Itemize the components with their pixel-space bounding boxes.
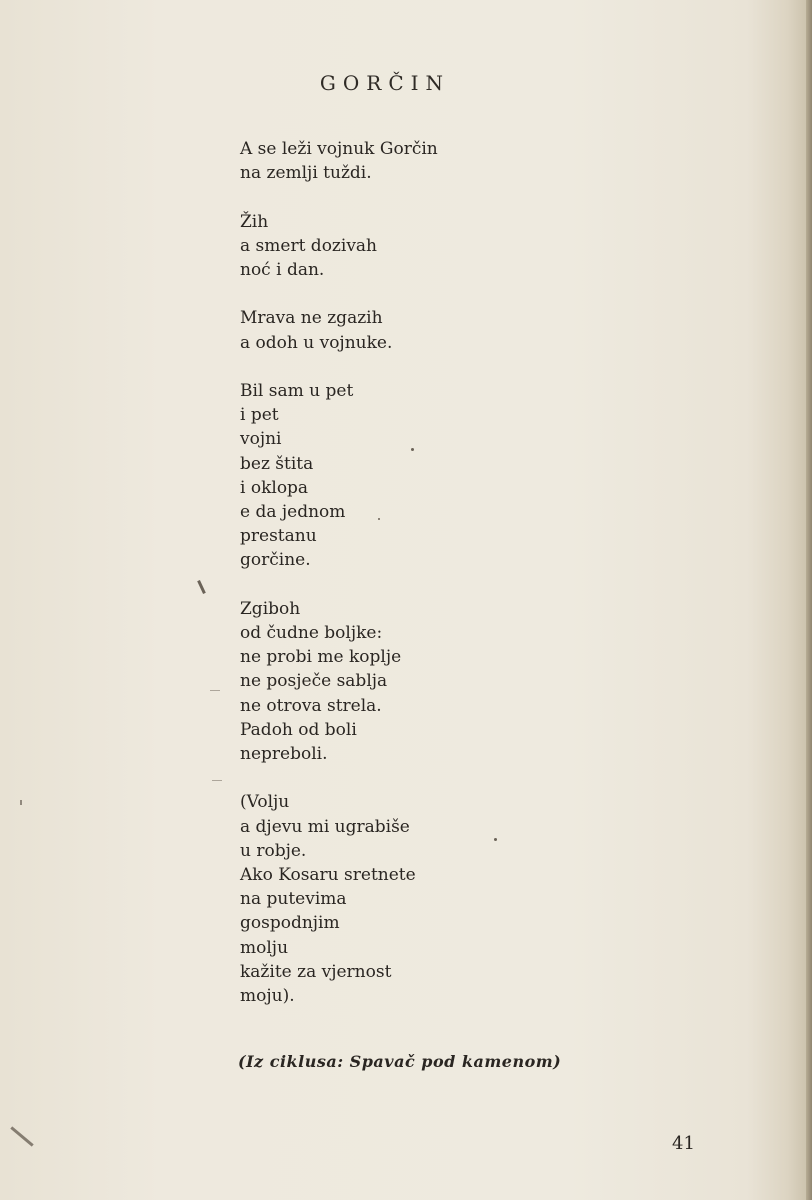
poem-line: moju).	[240, 986, 295, 1007]
poem-line: i pet	[240, 405, 279, 426]
stanza	[240, 597, 438, 766]
poem-line: kažite za vjernost	[240, 961, 392, 982]
poem-line: vojni	[240, 429, 282, 450]
poem-body	[240, 137, 438, 1008]
poem-line: prestanu	[240, 526, 317, 547]
poem-line: Ako Kosaru sretnete	[240, 865, 416, 886]
poem-title: GORČIN	[319, 71, 451, 96]
poem-line: gorčine.	[240, 550, 311, 571]
poem-line: Padoh od boli	[240, 719, 357, 740]
page-number: 41	[672, 1133, 695, 1154]
stanza	[240, 379, 438, 573]
poem-line: ne posječe sablja	[240, 671, 388, 692]
poem-line: ne otrova strela.	[240, 695, 382, 716]
poem-line: Mrava ne zgazih	[240, 308, 383, 329]
paper-speck	[210, 690, 220, 691]
paper-speck	[20, 800, 22, 805]
poem-line: A se leži vojnuk Gorčin	[240, 139, 438, 159]
poem-line: bez štita	[240, 453, 314, 474]
poem-line: a djevu mi ugrabiše	[240, 816, 410, 837]
poem-line: a smert dozivah	[240, 235, 378, 256]
paper-speck	[10, 1126, 33, 1146]
poem-line: na putevima	[240, 889, 347, 910]
poem-line: molju	[240, 937, 289, 958]
paper-speck	[212, 780, 222, 781]
stanza	[240, 790, 438, 1008]
poem-line: u robje.	[240, 840, 307, 861]
poem-line: Bil sam u pet	[240, 380, 354, 401]
poem-line: (Volju	[240, 792, 290, 813]
stanza	[240, 210, 438, 283]
stanza	[240, 137, 438, 185]
poem-line: nepreboli.	[240, 744, 328, 765]
source-citation: (Iz ciklusa: Spavač pod kamenom)	[238, 1052, 562, 1071]
paper-speck	[197, 580, 206, 594]
poem-line: ne probi me koplje	[240, 647, 402, 668]
poem-line: gospodnjim	[240, 913, 340, 934]
poem-line: a odoh u vojnuke.	[240, 332, 393, 353]
poem-line: na zemlji tuždi.	[240, 163, 372, 184]
paper-speck	[378, 518, 380, 520]
paper-speck	[411, 448, 414, 451]
poem-line: od čudne boljke:	[240, 623, 383, 643]
page-edge	[806, 0, 812, 1200]
poem-line: i oklopa	[240, 477, 309, 498]
poem-line: noć i dan.	[240, 260, 325, 280]
poem-line: e da jednom	[240, 502, 346, 522]
poem-line: Žih	[240, 211, 269, 232]
poem-line: Zgiboh	[240, 598, 301, 619]
stanza	[240, 306, 438, 354]
paper-speck	[494, 838, 497, 841]
